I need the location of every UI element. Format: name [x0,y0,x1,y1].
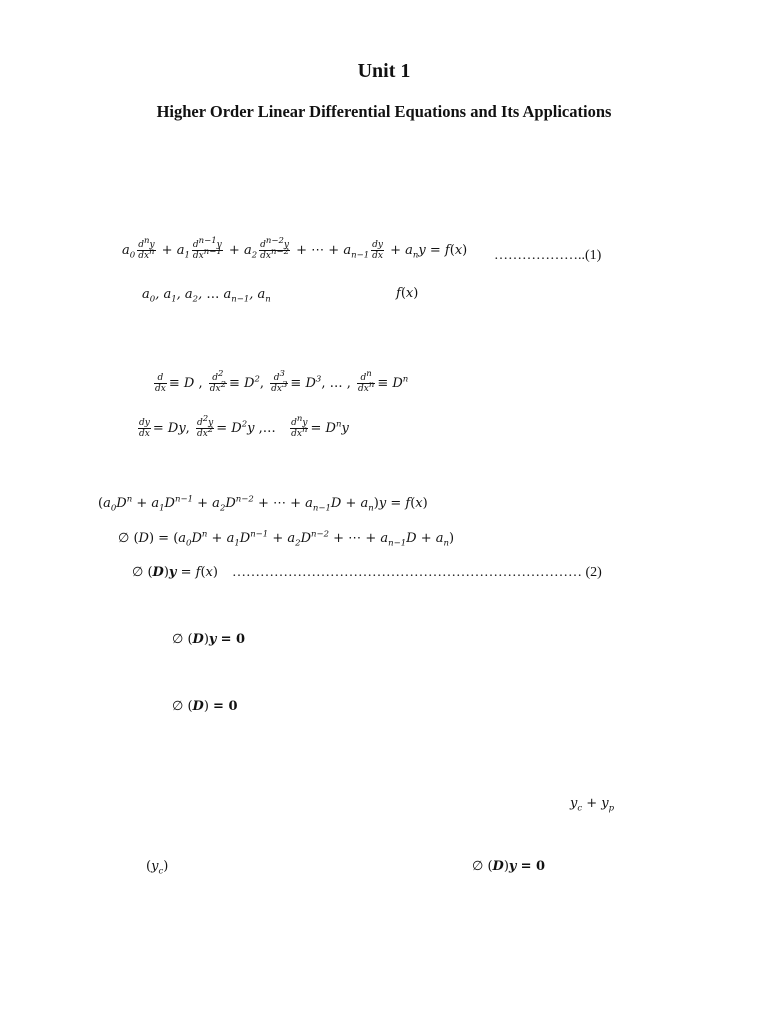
equation-general-ode: $a_0$ $\frac{d^ny}{dx^n}$ + $a_1$ $\frac{d^{n-1}y}{dx^{n-1}}$ + $a_2$ $\frac{d^{n-2}y}{dx^{n-2}}$ + ⋯ + $a_{n-1}$ $\frac{dy}{dx}$ + $a_ny = f(x)$ [122,236,468,261]
coefficients-list: $a_0$, $a_1$, $a_2$, … $a_{n-1}$, $a_n$ [142,287,271,305]
general-solution: $y_c + y_p$ [570,796,615,814]
equation-phi-definition: ∅ $(D) = (a_0D^n + a_1D^{n-1} + a_2D^{n-2}$ + ⋯ + $a_{n-1}D + a_n$) [118,529,455,549]
equation-homogeneous-2: ∅ (D)y = 0 [472,859,546,874]
function-fx: f(x) [396,286,419,301]
page-title: Unit 1 [357,60,411,82]
equation-homogeneous: ∅ (D)y = 0 [172,632,246,647]
page-subtitle: Higher Order Linear Differential Equations and Its Applications [156,102,612,121]
equation-2: ∅ (D)y = f(x) [132,565,218,580]
equation-operator-form: ($a_0D^n + a_1D^{n-1} + a_2D^{n-2}$ + ⋯ + $a_{n-1}D + a_n)y = f(x)$ [98,494,428,514]
operator-d-definition: $\frac{d}{dx}$ ≡ D , $\frac{d^2}{dx^2}$ ≡ $D^2$, $\frac{d^3}{dx^3}$ ≡ $D^3$, … , $\frac{d^n}{dx^n}$ ≡ $D^n$ [155,369,409,394]
equation-1-label: ………………..(1) [494,248,602,263]
equation-auxiliary: ∅ (D) = 0 [172,699,238,714]
operator-d-applied: $\frac{dy}{dx}$ = Dy, $\frac{d^2y}{dx^2}$ = $D^2y$ ,… $\frac{d^ny}{dx^n}$ = $D^ny$ [139,414,349,439]
equation-2-label: ………………………………………………………………… (2) [232,565,602,580]
complementary-function: $(y_c)$ [146,859,169,877]
